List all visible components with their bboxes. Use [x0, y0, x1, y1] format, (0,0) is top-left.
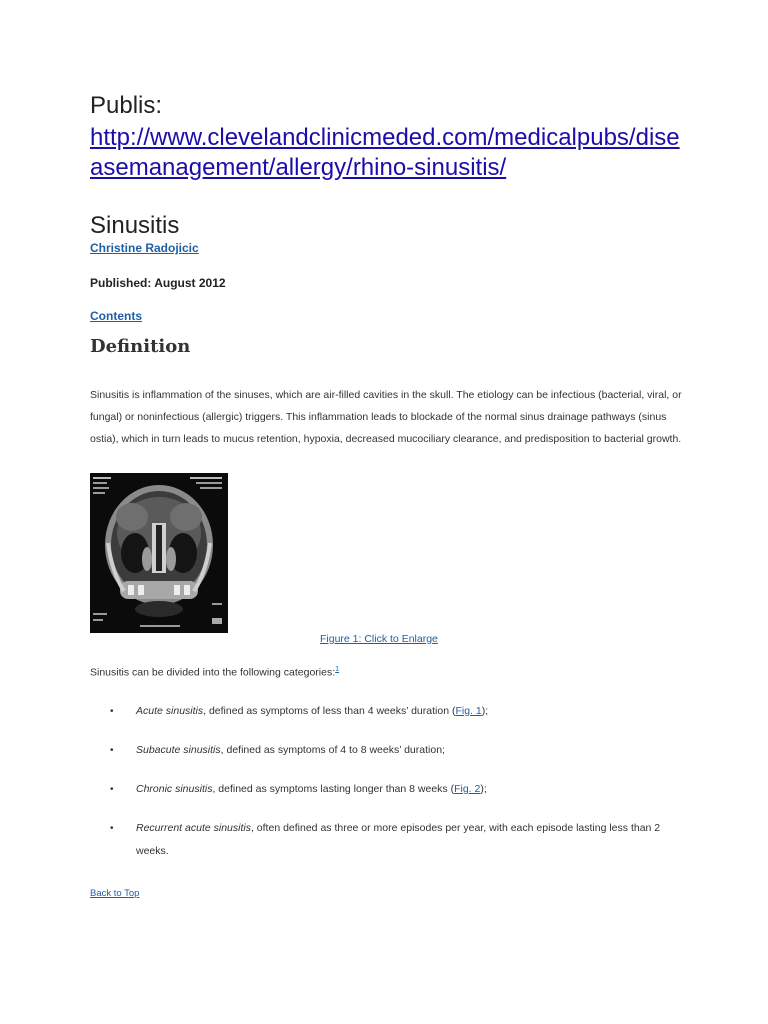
bullet-icon: • [110, 823, 114, 834]
category-description: , often defined as three or more episodes per year, with each episode lasting less than 2 weeks. [136, 822, 661, 857]
category-description: , defined as symptoms of less than 4 weeks’ duration ( [203, 705, 456, 717]
category-description-end: ); [480, 783, 487, 795]
bullet-icon: • [110, 745, 114, 756]
publis-url-link[interactable]: http://www.clevelandclinicmeded.com/medicalpubs/diseasemanagement/allergy/rhino-sinusitis/ [90, 124, 680, 181]
list-item [90, 700, 690, 723]
categories-list [90, 700, 690, 879]
category-term: Chronic sinusitis [136, 783, 213, 795]
categories-intro [90, 666, 339, 679]
fig-2-link[interactable]: Fig. 2 [454, 783, 481, 795]
category-term: Subacute sinusitis [136, 744, 221, 756]
published-date: Published: August 2012 [90, 276, 226, 290]
figure-1-caption-link[interactable]: Figure 1: Click to Enlarge [320, 633, 438, 645]
category-term: Acute sinusitis [136, 705, 204, 717]
list-item [90, 739, 690, 762]
article-title: Sinusitis [90, 212, 180, 239]
list-item [90, 778, 690, 801]
back-to-top-link[interactable]: Back to Top [90, 888, 140, 899]
bullet-icon: • [110, 706, 114, 717]
category-term: Recurrent acute sinusitis [136, 822, 251, 834]
reference-1-link[interactable]: 1 [335, 666, 340, 673]
definition-paragraph: Sinusitis is inflammation of the sinuses, which are air-filled cavities in the skull. The etiology can be infectious (bacterial, viral, or fungal) or noninfectious (allergic) triggers. This inflammation leads to blockade of the normal sinus drainage pathways (sinus ostia), which in turn leads to mucus retention, hypoxia, decreased mucociliary clearance, and predisposition to bacterial growth. [90, 388, 682, 445]
publis-label: Publis: [90, 92, 163, 119]
author-link[interactable]: Christine Radojicic [90, 241, 199, 255]
bullet-icon: • [110, 784, 114, 795]
fig-1-link[interactable]: Fig. 1 [455, 705, 482, 717]
contents-link[interactable]: Contents [90, 309, 142, 323]
categories-intro-text: Sinusitis can be divided into the following categories: [90, 666, 336, 679]
category-description-end: ); [481, 705, 489, 717]
category-description: , defined as symptoms of 4 to 8 weeks’ duration; [220, 744, 445, 756]
ct-scan-image[interactable] [90, 473, 228, 633]
list-item [90, 817, 690, 863]
category-description: , defined as symptoms lasting longer than 8 weeks ( [212, 783, 455, 795]
section-heading-definition: Definition [90, 336, 191, 357]
